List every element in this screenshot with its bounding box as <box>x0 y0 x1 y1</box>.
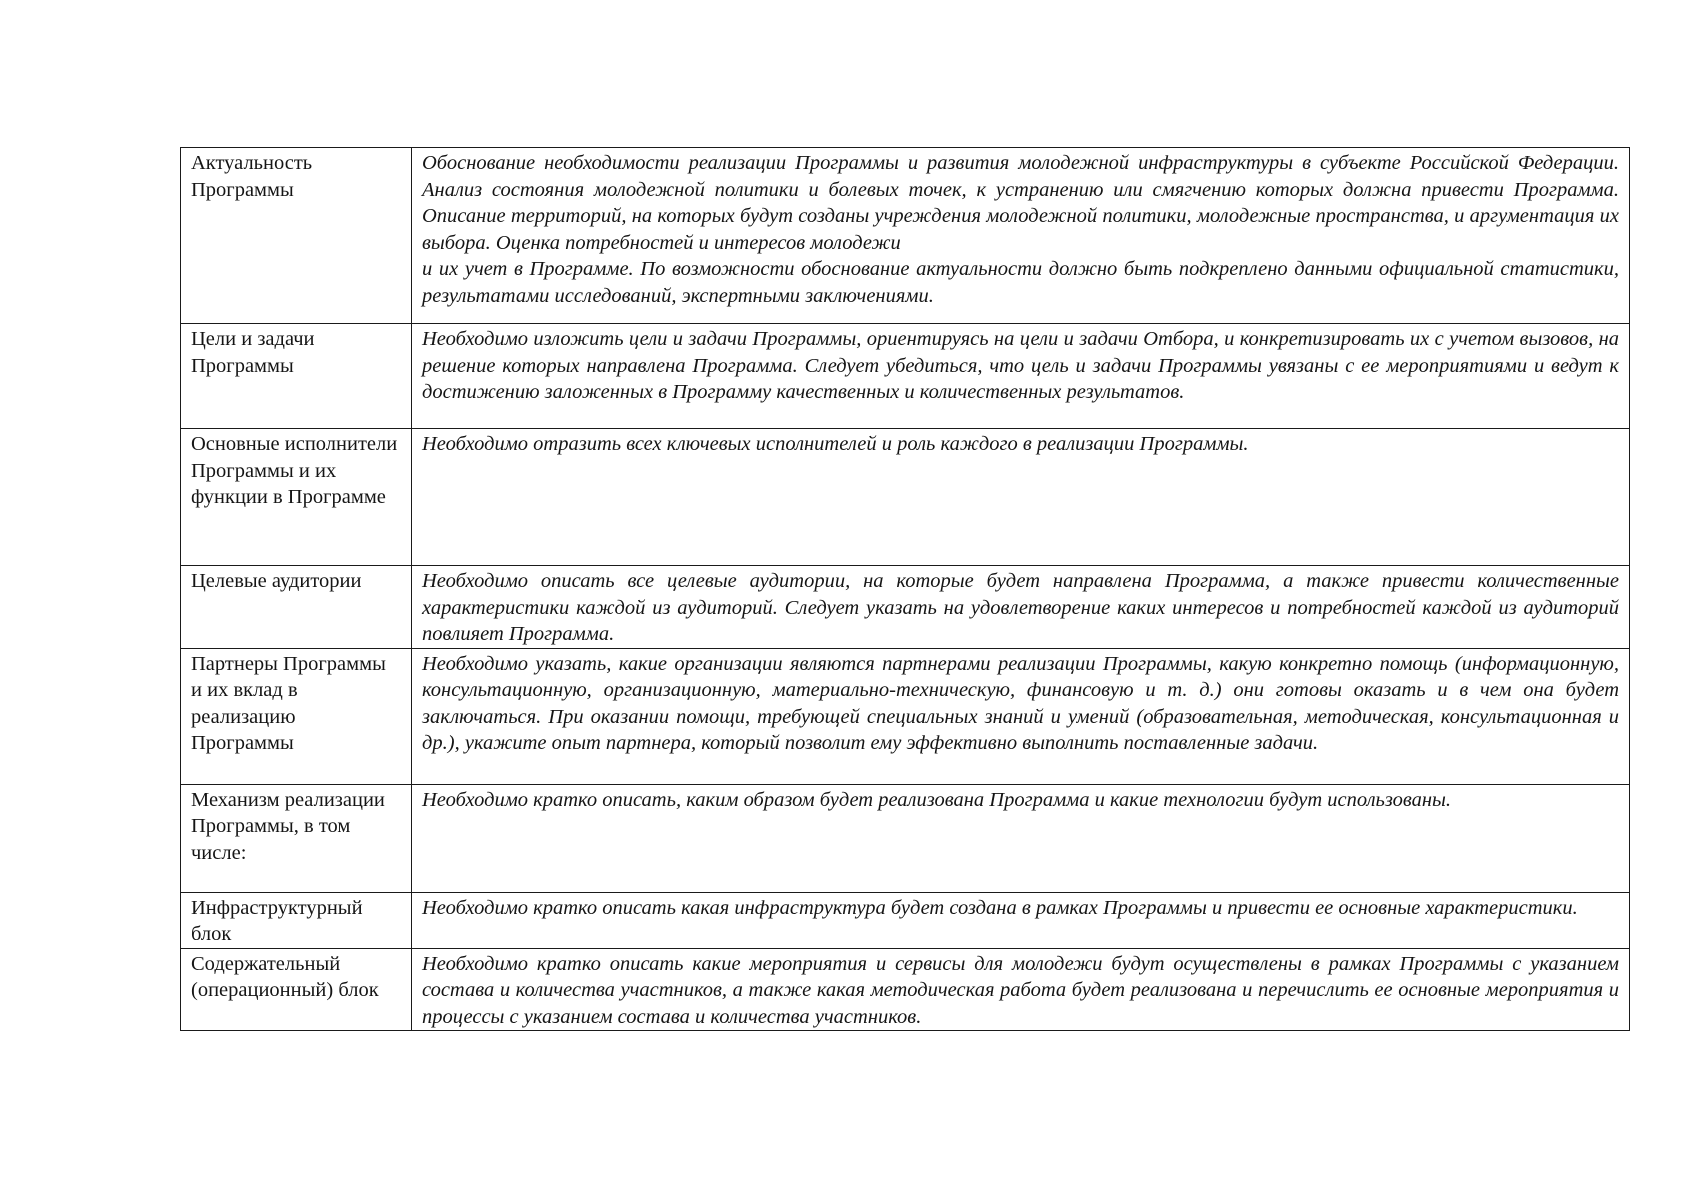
table-row <box>181 429 1630 566</box>
table-row <box>181 892 1630 948</box>
row-description-executors: Необходимо отразить всех ключевых исполнителей и роль каждого в реализации Программы. <box>412 429 1630 566</box>
row-description-mechanism: Необходимо кратко описать, каким образом будет реализована Программа и какие технологии будут использованы. <box>412 784 1630 892</box>
row-label-content-block: Содержательный (операционный) блок <box>181 948 412 1031</box>
row-label-relevance: Актуальность Программы <box>181 148 412 324</box>
row-label-executors: Основные исполнители Программы и их функции в Программе <box>181 429 412 566</box>
row-label-goals: Цели и задачи Программы <box>181 324 412 429</box>
program-description-table <box>180 147 1630 1031</box>
row-description-partners: Необходимо указать, какие организации являются партнерами реализации Программы, какую конкретно помощь (информационную, консультационную, организационную, материально-техническую, финансовую и т. д.) они готовы оказать и в чем она будет заключаться. При оказании помощи, требующей специальных знаний и умений (образовательная, методическая, консультационная и др.), укажите опыт партнера, который позволит ему эффективно выполнить поставленные задачи. <box>412 648 1630 784</box>
row-label-infrastructure: Инфраструктурный блок <box>181 892 412 948</box>
row-description-goals: Необходимо изложить цели и задачи Программы, ориентируясь на цели и задачи Отбора, и конкретизировать их с учетом вызовов, на решение которых направлена Программа. Следует убедиться, что цель и задачи Программы увязаны с ее мероприятиями и ведут к достижению заложенных в Программу качественных и количественных результатов. <box>412 324 1630 429</box>
row-label-audiences: Целевые аудитории <box>181 566 412 649</box>
row-label-partners: Партнеры Программы и их вклад в реализацию Программы <box>181 648 412 784</box>
row-description-relevance <box>412 148 1630 324</box>
description-paragraph: и их учет в Программе. По возможности обоснование актуальности должно быть подкреплено данными официальной статистики, результатами исследований, экспертными заключениями. <box>422 258 1619 307</box>
description-paragraph: Обоснование необходимости реализации Программы и развития молодежной инфраструктуры в субъекте Российской Федерации. Анализ состояния молодежной политики и болевых точек, к устранению или смягчению которых должна привести Программа. Описание территорий, на которых будут созданы учреждения молодежной политики, молодежные пространства, и аргументация их выбора. Оценка потребностей и интересов молодежи <box>422 152 1619 254</box>
table-row <box>181 148 1630 324</box>
table-row <box>181 648 1630 784</box>
row-description-content-block: Необходимо кратко описать какие мероприятия и сервисы для молодежи будут осуществлены в рамках Программы с указанием состава и количества участников, а также какая методическая работа будет реализована и перечислить ее основные мероприятия и процессы с указанием состава и количества участников. <box>412 948 1630 1031</box>
table-row <box>181 948 1630 1031</box>
table-row <box>181 566 1630 649</box>
table-row <box>181 784 1630 892</box>
row-description-audiences: Необходимо описать все целевые аудитории, на которые будет направлена Программа, а также привести количественные характеристики каждой из аудиторий. Следует указать на удовлетворение каких интересов и потребностей каждой из аудиторий повлияет Программа. <box>412 566 1630 649</box>
row-label-mechanism: Механизм реализации Программы, в том числе: <box>181 784 412 892</box>
table-row <box>181 324 1630 429</box>
row-description-infrastructure: Необходимо кратко описать какая инфраструктура будет создана в рамках Программы и привести ее основные характеристики. <box>412 892 1630 948</box>
